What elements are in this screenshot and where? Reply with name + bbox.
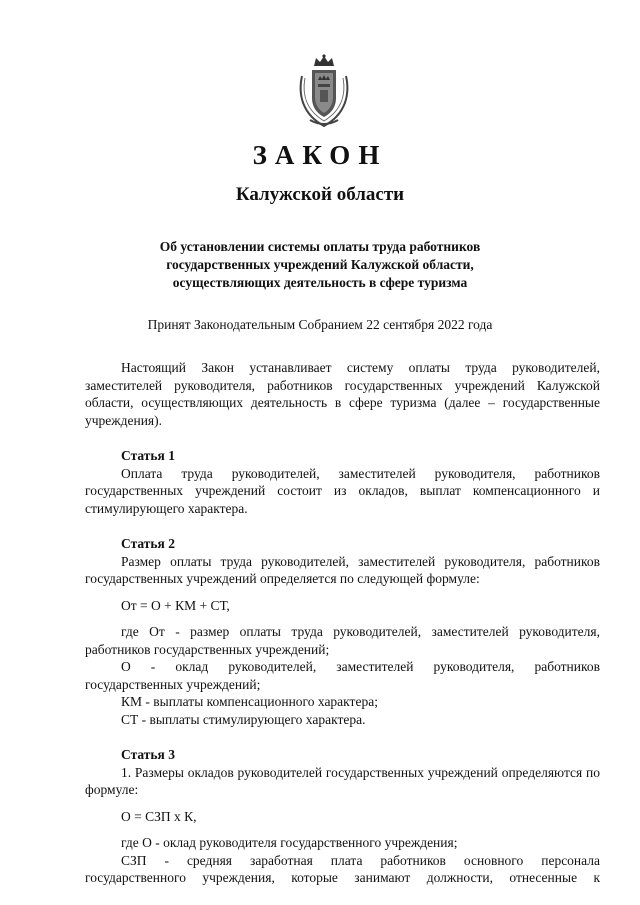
article-1-title: Статья 1 bbox=[121, 448, 175, 463]
coat-of-arms-icon bbox=[296, 54, 352, 130]
article-2-def-o: О - оклад руководителей, заместителей руководителя, работников государственных учреждений; bbox=[85, 659, 600, 692]
intro-paragraph: Настоящий Закон устанавливает систему оплаты труда руководителей, заместителей руководителя, работников государственных учреждений Калужской области, осуществляющих деятельность в сфере туризма (далее – государственные учреждения). bbox=[85, 360, 600, 428]
article-3-title: Статья 3 bbox=[121, 747, 175, 762]
document-body bbox=[85, 359, 600, 887]
article-2-def-ot: где От - размер оплаты труда руководителей, заместителей руководителя, работников государственных учреждений; bbox=[85, 624, 600, 657]
article-1-text: Оплата труда руководителей, заместителей руководителя, работников государственных учреждений состоит из окладов, выплат компенсационного и стимулирующего характера. bbox=[85, 465, 600, 516]
adoption-note: Принят Законодательным Собранием 22 сентября 2022 года bbox=[147, 317, 493, 332]
heading-line: Об установлении системы оплаты труда работников bbox=[159, 239, 481, 254]
article-2-text: Размер оплаты труда руководителей, заместителей руководителя, работников государственных учреждений определяется по следующей формуле: bbox=[85, 553, 600, 586]
article-2-title: Статья 2 bbox=[121, 536, 175, 551]
article-2-formula: От = О + КМ + СТ, bbox=[121, 597, 230, 613]
article-3-def-szp: СЗП - средняя заработная плата работников основного персонала государственного учреждения, которые занимают должности, отнесенные к bbox=[85, 852, 600, 885]
article-3-def-o: где О - оклад руководителя государственного учреждения; bbox=[121, 835, 458, 850]
heading-line: государственных учреждений Калужской области, bbox=[166, 257, 474, 272]
article-3-text: 1. Размеры окладов руководителей государственных учреждений определяются по формуле: bbox=[85, 764, 600, 797]
document-region: Калужской области bbox=[235, 184, 405, 205]
document-heading bbox=[0, 238, 640, 292]
article-3-formula: О = СЗП х К, bbox=[121, 808, 197, 824]
document-title: ЗАКОН bbox=[252, 140, 388, 170]
heading-line: осуществляющих деятельность в сфере туризма bbox=[172, 275, 468, 290]
article-2-def-km: КМ - выплаты компенсационного характера; bbox=[121, 694, 378, 709]
article-2-def-st: СТ - выплаты стимулирующего характера. bbox=[121, 711, 366, 727]
